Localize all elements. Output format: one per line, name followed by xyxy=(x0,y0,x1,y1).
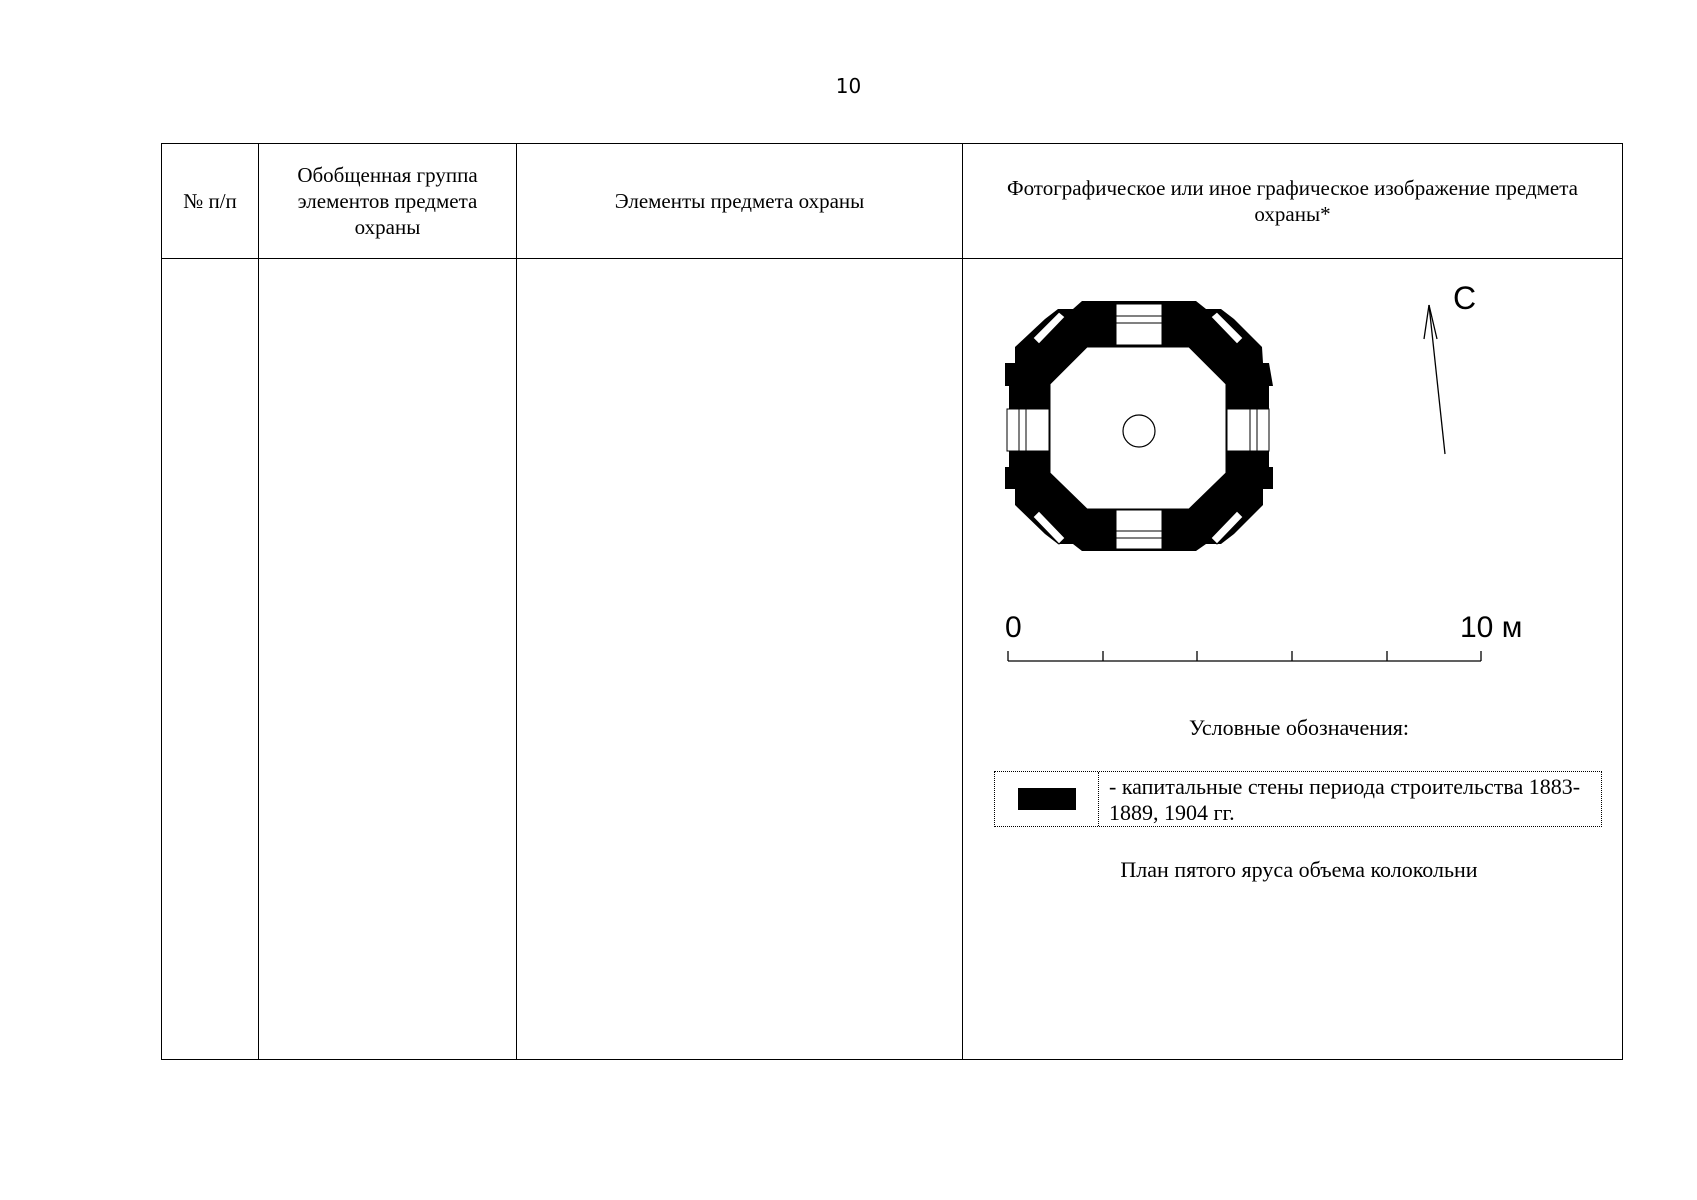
legend-item-text: - капитальные стены периода строительства 1883-1889, 1904 гг. xyxy=(1109,774,1581,825)
scale-start-label: 0 xyxy=(1005,611,1022,644)
center-column xyxy=(1123,415,1155,447)
legend-swatch-cell xyxy=(995,772,1099,826)
scale-bar xyxy=(1008,651,1481,661)
plan-drawing xyxy=(969,259,1629,1059)
legend-swatch-capital-walls xyxy=(1018,788,1076,810)
protection-table xyxy=(161,143,1623,1060)
cell-image xyxy=(963,259,1623,1060)
north-arrow xyxy=(1424,305,1445,454)
header-group: Обобщенная группа элементов предмета охраны xyxy=(259,144,517,259)
plan-caption: План пятого яруса объема колокольни xyxy=(1120,857,1478,882)
header-image: Фотографическое или иное графическое изображение предмета охраны* xyxy=(963,144,1623,259)
legend-title: Условные обозначения: xyxy=(1188,715,1410,740)
page-number: 10 xyxy=(835,74,862,98)
bell-tower-plan xyxy=(1005,301,1273,551)
cell-elements xyxy=(517,259,963,1060)
table-row xyxy=(162,259,1623,1060)
header-row xyxy=(162,144,1623,259)
cell-group xyxy=(259,259,517,1060)
north-label: С xyxy=(1453,280,1477,316)
cell-num xyxy=(162,259,259,1060)
header-elements: Элементы предмета охраны xyxy=(517,144,963,259)
scale-end-label: 10 м xyxy=(1460,611,1523,644)
header-num: № п/п xyxy=(162,144,259,259)
floor-plan-svg xyxy=(969,259,1629,1059)
legend-box xyxy=(994,771,1602,827)
